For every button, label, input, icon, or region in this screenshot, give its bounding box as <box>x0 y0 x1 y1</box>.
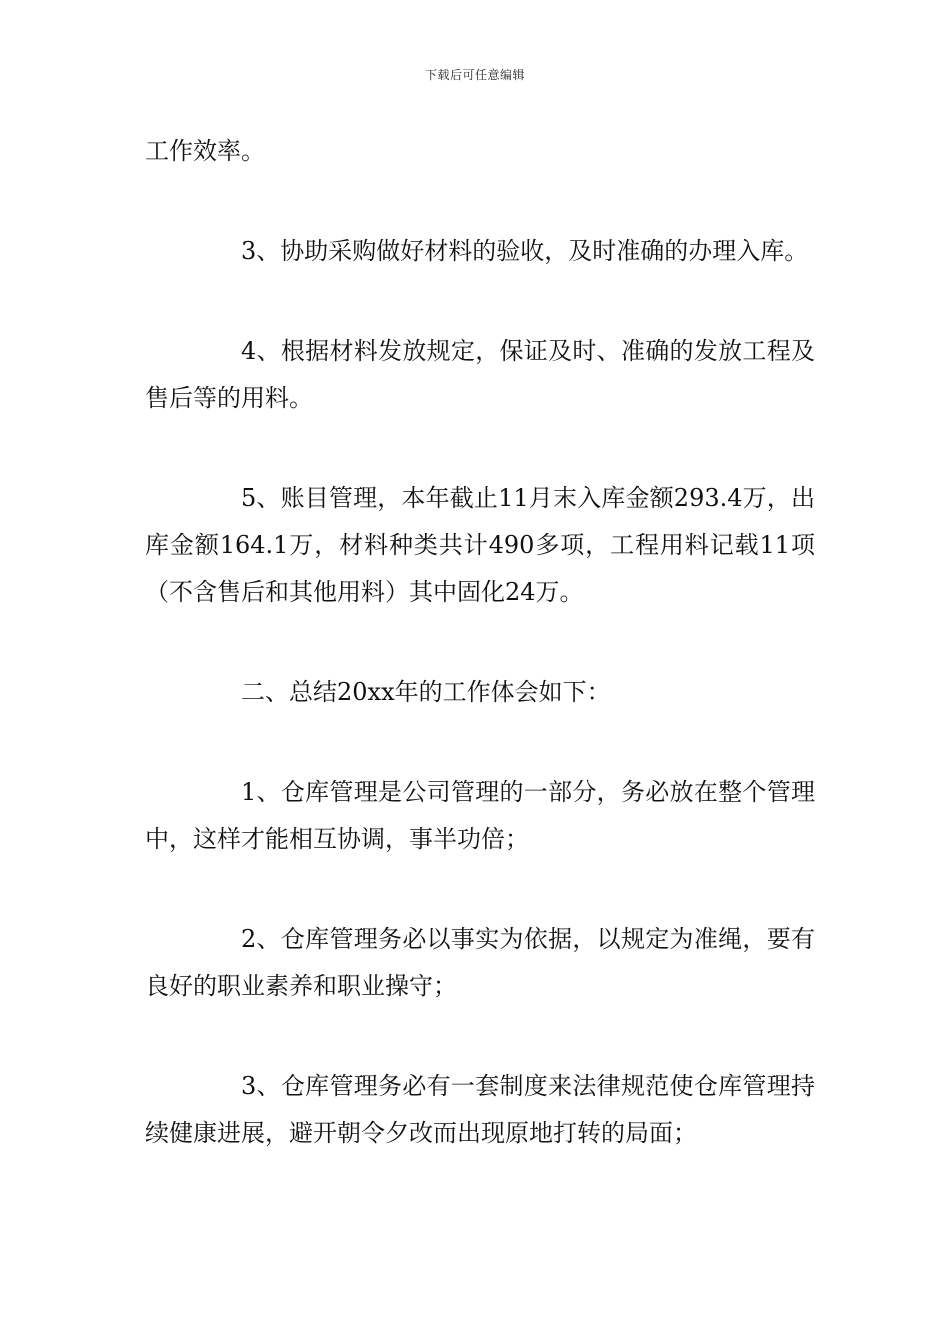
paragraph-insight-1: 1、仓库管理是公司管理的一部分，务必放在整个管理中，这样才能相互协调，事半功倍； <box>145 778 815 853</box>
paragraph-item-5: 5、账目管理，本年截止11月末入库金额293.4万，出库金额164.1万，材料种类共计490多项，工程用料记载11项（不含售后和其他用料）其中固化24万。 <box>145 484 815 606</box>
paragraph-insight-3: 3、仓库管理务必有一套制度来法律规范使仓库管理持续健康进展，避开朝令夕改而出现原地打转的局面； <box>145 1072 815 1147</box>
paragraph-insight-2: 2、仓库管理务必以事实为依据，以规定为准绳，要有良好的职业素养和职业操守； <box>145 925 815 1000</box>
paragraph-item-4: 4、根据材料发放规定，保证及时、准确的发放工程及售后等的用料。 <box>145 337 815 412</box>
paragraph-item-3: 3、协助采购做好材料的验收，及时准确的办理入库。 <box>241 237 809 265</box>
page-header: 下载后可任意编辑 <box>424 68 525 82</box>
section-heading-summary: 二、总结20xx年的工作体会如下： <box>241 678 611 706</box>
document-body <box>145 128 815 1210</box>
paragraph-continuation: 工作效率。 <box>145 137 265 165</box>
